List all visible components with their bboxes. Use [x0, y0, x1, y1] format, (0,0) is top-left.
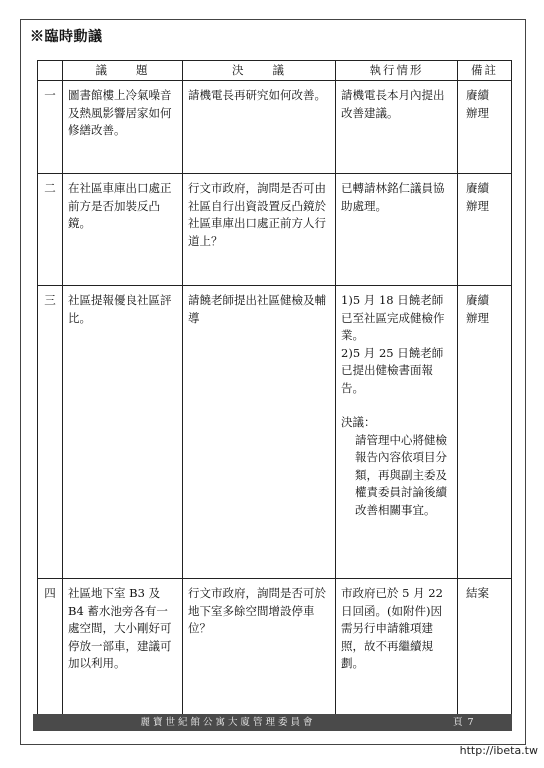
status-item-label: 1)	[341, 293, 353, 307]
status-item	[341, 345, 452, 398]
row-number: 一	[38, 81, 63, 174]
watermark-url: http://ibeta.tw	[459, 744, 538, 757]
status-item-text: 5 月 25 日饒老師已提出健檢書面報告。	[341, 345, 444, 395]
resolution-label: 決議：	[341, 415, 376, 429]
table-header-row	[38, 61, 512, 81]
row-note: 賡續辦理	[458, 286, 512, 579]
section-title: ※臨時動議	[30, 29, 103, 45]
table-row	[38, 579, 512, 717]
header-status: 執行情形	[336, 61, 458, 81]
row-note: 賡續辦理	[458, 81, 512, 174]
row-status: 市政府已於 5 月 22 日回函。(如附件)因需另行申請雜項建照，故不再繼續規劃。	[336, 579, 458, 717]
table-row	[38, 81, 512, 174]
row-number: 三	[38, 286, 63, 579]
header-topic: 議 題	[63, 61, 183, 81]
footer-bar	[33, 714, 512, 731]
row-number: 二	[38, 174, 63, 286]
row-decision: 請饒老師提出社區健檢及輔導	[183, 286, 336, 579]
row-number: 四	[38, 579, 63, 717]
row-decision: 行文市政府，詢問是否可由社區自行出資設置反凸鏡於社區車庫出口處正前方人行道上？	[183, 174, 336, 286]
row-topic: 社區提報優良社區評比。	[63, 286, 183, 579]
row-decision: 請機電長再研究如何改善。	[183, 81, 336, 174]
row-status: 請機電長本月內提出改善建議。	[336, 81, 458, 174]
resolution-text: 請管理中心將健檢報告內容依項目分類，再與副主委及權責委員討論後續改善相關事宜。	[355, 432, 447, 517]
header-note: 備註	[458, 61, 512, 81]
row-topic: 社區地下室 B3 及 B4 蓄水池旁各有一處空間，大小剛好可停放一部車，建議可加以利用。	[63, 579, 183, 717]
header-decision: 決 議	[183, 61, 336, 81]
footer-organization: 麗寶世紀館公寓大廈管理委員會	[140, 717, 316, 728]
row-decision: 行文市政府，詢問是否可於地下室多餘空間增設停車位？	[183, 579, 336, 717]
status-item-text: 5 月 18 日饒老師已至社區完成健檢作業。	[341, 293, 445, 342]
status-item	[341, 292, 452, 345]
table-row	[38, 174, 512, 286]
row-status: 已轉請林銘仁議員協助處理。	[336, 174, 458, 286]
row-note: 賡續辦理	[458, 174, 512, 286]
row-topic: 在社區車庫出口處正前方是否加裝反凸鏡。	[63, 174, 183, 286]
motions-table	[37, 60, 512, 717]
status-item-label: 2)	[341, 345, 353, 360]
row-topic: 圖書館樓上冷氣噪音及熱風影響居家如何修繕改善。	[63, 81, 183, 174]
row-note: 結案	[458, 579, 512, 717]
page-number: 頁 7	[453, 717, 475, 728]
row-status	[336, 286, 458, 579]
header-number	[38, 61, 63, 81]
table-row	[38, 286, 512, 579]
